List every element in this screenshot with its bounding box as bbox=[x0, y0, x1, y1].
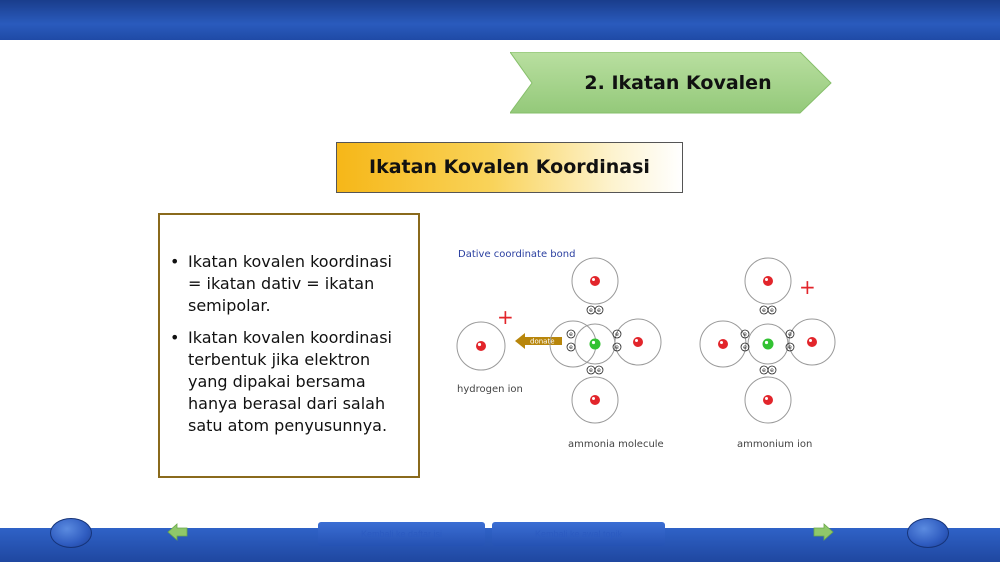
arrow-right-icon[interactable] bbox=[812, 523, 834, 541]
hydrogen-label: hydrogen ion bbox=[457, 384, 523, 395]
slide-heading: Ikatan Kovalen Koordinasi bbox=[336, 142, 683, 193]
electron-label: e bbox=[569, 344, 573, 351]
bullet-list bbox=[168, 251, 408, 437]
electron-label: e bbox=[788, 331, 792, 338]
dative-bond-diagram bbox=[440, 240, 850, 460]
electron-label: e bbox=[788, 344, 792, 351]
electron-label: e bbox=[743, 344, 747, 351]
electron-label: e bbox=[615, 344, 619, 351]
electron-label: e bbox=[743, 331, 747, 338]
electron-label: e bbox=[589, 307, 593, 314]
home-left-button[interactable] bbox=[50, 518, 92, 548]
electron-label: e bbox=[597, 307, 601, 314]
ammonia-label: ammonia molecule bbox=[568, 439, 664, 450]
arrow-left-icon[interactable] bbox=[167, 523, 189, 541]
ammonium-ion bbox=[700, 258, 835, 450]
electron-label: e bbox=[770, 367, 774, 374]
donate-label: donate bbox=[530, 337, 555, 346]
electron-label: e bbox=[770, 307, 774, 314]
top-bar bbox=[0, 0, 1000, 40]
ammonia-molecule bbox=[550, 258, 664, 450]
section-banner bbox=[510, 52, 832, 114]
electron-label: e bbox=[762, 367, 766, 374]
electron-label: e bbox=[569, 331, 573, 338]
hydrogen-plus-sign: + bbox=[497, 305, 514, 329]
ammonium-label: ammonium ion bbox=[737, 439, 813, 450]
hydrogen-ion bbox=[457, 305, 523, 395]
electron-label: e bbox=[589, 367, 593, 374]
section-title: 2. Ikatan Kovalen bbox=[584, 72, 772, 94]
electron-label: e bbox=[762, 307, 766, 314]
diagram-title: Dative coordinate bond bbox=[458, 249, 576, 260]
electron-label: e bbox=[597, 367, 601, 374]
electron-label: e bbox=[615, 331, 619, 338]
back-to-contents-button[interactable]: Kembali ke daftar isi bbox=[318, 522, 485, 546]
text-box bbox=[158, 213, 420, 478]
bullet-item: • Ikatan kovalen koordinasi = ikatan dativ = ikatan semipolar. bbox=[168, 251, 408, 317]
ammonium-plus-sign: + bbox=[799, 275, 816, 299]
back-to-topic-start-button[interactable]: Kembali ke awal topik bbox=[492, 522, 665, 546]
home-right-button[interactable] bbox=[907, 518, 949, 548]
donate-arrow bbox=[515, 333, 562, 349]
bullet-item: • Ikatan kovalen koordinasi terbentuk jika elektron yang dipakai bersama hanya berasal dari salah satu atom penyusunnya. bbox=[168, 327, 408, 437]
